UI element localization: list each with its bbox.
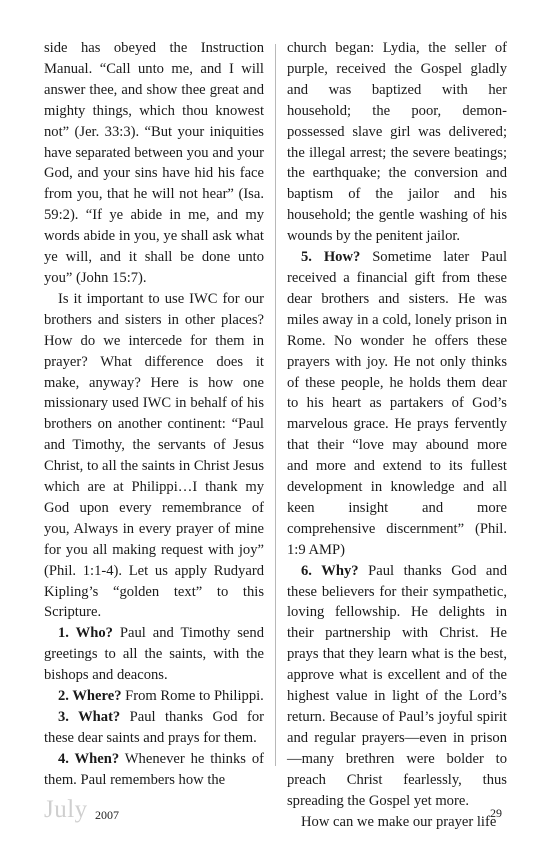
left-column — [44, 38, 264, 791]
list-item — [44, 707, 264, 749]
item-label: 6. Why? — [301, 562, 359, 579]
item-text: Paul thanks God and these believers for their sympathetic, loving fellowship. He delights in their partnership with Christ. He prays that they learn what is the best, approve what is excellent and of the highest value in light of the Lord’s return. Because of Paul’s joyful spirit and regular prayers—even in prison—many brethren were bolder to preach Christ fearlessly, thus spreading the Gospel yet more. — [287, 562, 507, 809]
item-text: Paul thanks God for these dear saints and prays for them. — [44, 709, 264, 746]
item-label: 2. Where? — [58, 688, 122, 705]
list-item — [44, 623, 264, 686]
item-text: From Rome to Philippi. — [121, 688, 264, 705]
item-text: Paul and Timothy send greetings to all the saints, with the bishops and deacons. — [44, 625, 264, 684]
page-number: 29 — [490, 806, 502, 820]
list-item — [287, 247, 507, 561]
list-item — [44, 749, 264, 791]
body-paragraph: How can we make our prayer life — [301, 813, 497, 830]
list-item — [287, 561, 507, 812]
footer-year: 2007 — [95, 808, 119, 822]
item-text: Sometime later Paul received a financial gift from these dear brothers and sisters. He was miles away in a cold, lonely prison in Rome. No wonder he offers these prayers with joy. He not only thinks of these people, he holds them dear to his heart as partakers of God’s marvelous grace. He prays fervently that their “love may abound more and more and extend to its fullest development in knowledge and all keen insight and more comprehensive discernment” (Phil. 1:9 AMP) — [287, 249, 507, 558]
column-divider — [275, 44, 276, 766]
list-item — [44, 686, 264, 707]
body-paragraph: church began: Lydia, the seller of purple, received the Gospel gladly and was baptized with her household; the poor, demon-possessed slave girl was delivered; the illegal arrest; the severe beatings; the earthquake; the conversion and baptism of the jailor and his household; the gentle washing of his wounds by the penitent jailor. — [287, 40, 507, 245]
right-column — [287, 38, 507, 832]
body-paragraph: side has obeyed the Instruction Manual. “Call unto me, and I will answer thee, and show thee great and mighty things, which thou knowest not” (Jer. 33:3). “But your iniquities have separated between you and your God, and your sins have hid his face from you, that he will not hear” (Isa. 59:2). “If ye abide in me, and my words abide in you, ye shall ask what ye will, and it shall be done unto you” (John 15:7). — [44, 40, 264, 286]
item-label: 5. How? — [301, 249, 361, 266]
item-label: 4. When? — [58, 750, 120, 767]
body-paragraph: Is it important to use IWC for our brothers and sisters in other places? How do we intercede for them in prayer? What difference does it make, anyway? Here is how one missionary used IWC in behalf of his brothers on another continent: “Paul and Timothy, the servants of Jesus Christ, to all the saints in Christ Jesus which are at Philippi…I thank my God upon every remembrance of you, Always in every prayer of mine for you all making request with joy” (Phil. 1:1-4). Let us apply Rudyard Kipling’s “golden text” to this Scripture. — [44, 290, 264, 621]
item-label: 1. Who? — [58, 625, 113, 642]
item-label: 3. What? — [58, 709, 121, 725]
item-text: Whenever he thinks of them. Paul remembers how the — [44, 750, 264, 788]
footer-month: July — [44, 796, 88, 823]
